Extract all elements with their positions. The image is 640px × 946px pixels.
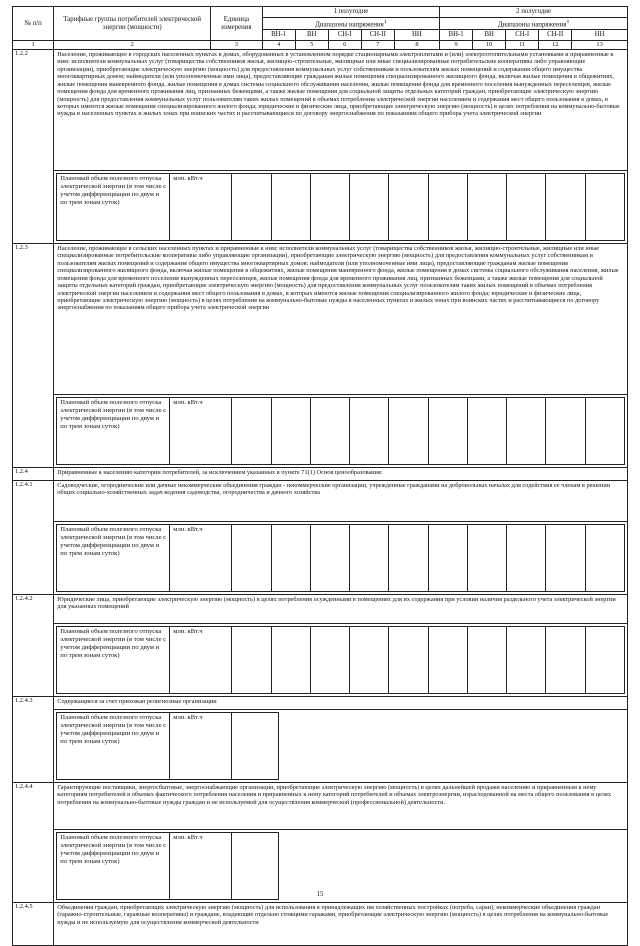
volume-row	[13, 623, 628, 696]
unit-label: млн. кВт.ч	[170, 173, 232, 240]
unit-label: млн. кВт.ч	[170, 397, 232, 464]
table-row	[13, 480, 628, 521]
column-number: 12	[539, 41, 572, 50]
row-number: 1.2.3	[13, 243, 54, 467]
row-description: Садоводческие, огороднические или дачные некоммерческие объединения граждан - некоммерческие организации, учрежденные гражданами на добровольных началах для содействия ее членам в решении общих социально-хозяйственных задач ведения садоводства, огородничества и дачного хозяйства	[54, 480, 628, 521]
unit-label: млн. кВт.ч	[170, 524, 232, 591]
value-cell[interactable]	[428, 626, 467, 693]
voltage-label: ВН	[473, 30, 506, 41]
row-number: 1.2.4.2	[13, 594, 54, 696]
value-cell[interactable]	[428, 524, 467, 591]
header-ranges-2: Диапазоны напряжения$^1$	[440, 18, 628, 30]
unit-label: млн. кВт.ч	[170, 626, 232, 693]
unit-label: млн. кВт.ч	[170, 832, 232, 899]
voltage-label: СН-II	[361, 30, 394, 41]
value-cell[interactable]	[271, 524, 310, 591]
row-description: Содержащиеся за счет прихожан религиозные организации	[54, 696, 628, 709]
volume-label: Плановый объем полезного отпуска электрической энергии (в том числе с учетом дифференциации по двум и по трем зонам суток)	[57, 524, 170, 591]
volume-row	[13, 521, 628, 594]
row-description: Население, проживающее в городских населенных пунктах в домах, оборудованных в установленном порядке стационарными электроплитами и (или) электроотопительными установками и приравненные к ним: исполнители коммунальных услуг (товарищества собственников жилья, жилищно-строительные, жилищные или иные специализированные потребительские кооперативы либо управляющие организации), приобретающие электрическую энергию (мощность) для предоставления коммунальных услуг собственникам и пользователям жилых помещений и содержания общего имущества многоквартирных домов; наймодатели (или уполномоченные ими лица), предоставляющие гражданам жилые помещения специализированного жилищного фонда, включая жилые помещения в общежитиях, жилые помещения маневренного фонда, жилые помещения в домах системы социального обслуживания населения, жилые помещения фонда для временного поселения вынужденных переселенцев, жилые помещения фонда для временного проживания лиц, признанных беженцами, а также жилые помещения для социальной защиты отдельных категорий граждан, приобретающие электрическую энергию (мощность) для предоставления коммунальных услуг пользователям таких жилых помещений в объемах потребления электрической энергии населением и содержания мест общего пользования в домах, в которых имеются жилые помещения специализированного жилого фонда; юридические и физические лица, приобретающие электрическую энергию (мощность) в целях потребления на коммунально-бытовые нужды в населенных пунктах и жилых зонах при воинских частях и рассчитывающиеся по договору энергоснабжения по показаниям общего прибора учета электрической энергии	[54, 49, 628, 170]
value-cell[interactable]	[232, 397, 271, 464]
value-cell[interactable]	[232, 524, 271, 591]
header-unit: Единица измерения	[211, 7, 263, 41]
column-number: 7	[361, 41, 394, 50]
column-number: 4	[262, 41, 295, 50]
table-row	[13, 243, 628, 394]
value-cell[interactable]	[507, 173, 546, 240]
value-cell[interactable]	[389, 524, 428, 591]
volume-subtable	[56, 173, 625, 241]
value-cell[interactable]	[271, 397, 310, 464]
value-cell[interactable]	[467, 173, 506, 240]
row-number: 1.2.4.5	[13, 902, 54, 945]
value-cell[interactable]	[546, 524, 585, 591]
value-cell[interactable]	[546, 626, 585, 693]
column-number: 5	[295, 41, 328, 50]
value-cell[interactable]	[546, 397, 585, 464]
volume-row	[13, 709, 628, 782]
voltage-label: НН	[394, 30, 439, 41]
volume-subtable	[56, 397, 625, 465]
column-number: 2	[54, 41, 211, 50]
value-cell[interactable]	[310, 626, 349, 693]
value-cell[interactable]	[546, 173, 585, 240]
column-number: 11	[506, 41, 539, 50]
row-number: 1.2.4.1	[13, 480, 54, 594]
value-cell[interactable]	[428, 173, 467, 240]
table-row	[13, 467, 628, 480]
value-cell[interactable]	[232, 626, 271, 693]
column-number: 1	[13, 41, 54, 50]
row-description: Население, проживающее в сельских населенных пунктах и приравненные к ним: исполнители коммунальных услуг (товарищества собственников жилья, жилищно-строительные, жилищные или иные специализированные потребительские кооперативы либо управляющие организации), приобретающие электрическую энергию (мощность) для предоставления коммунальных услуг собственникам и пользователям жилых помещений и содержания общего имущества многоквартирных домов; наймодатели (или уполномоченные ими лица), предоставляющие гражданам жилые помещения специализированного жилищного фонда, включая жилые помещения в общежитиях, жилые помещения маневренного фонда, жилые помещения в домах системы социального обслуживания населения, жилые помещения фонда для временного поселения вынужденных переселенцев, жилые помещения фонда для временного проживания лиц, признанных беженцами, а также жилые помещения для социальной защиты отдельных категорий граждан, приобретающие электрическую энергию (мощность) для предоставления коммунальных услуг пользователям таких жилых помещений в объемах потребления электрической энергии населением и содержания мест общего пользования в домах, в которых имеются жилые помещения специализированного жилого фонда; юридические и физические лица, приобретающие электрическую энергию (мощность) в целях потребления на коммунально-бытовые нужды в населенных пунктах и жилых зонах при воинских частях и рассчитывающиеся по договору энергоснабжения по показаниям общего прибора учета электрической энергии	[54, 243, 628, 394]
volume-row	[13, 170, 628, 243]
row-description: Объединения граждан, приобретающих электрическую энергию (мощность) для использования в принадлежащих им хозяйственных постройках (погреба, сараи), некоммерческие объединения граждан (гаражно-строительные, гаражные кооперативы) и граждане, владеющие отдельно стоящими гаражами, приобретающие электрическую энергию (мощность) в целях потребления на коммунально-бытовые нужды и не используемую для осуществления коммерческой деятельности	[54, 902, 628, 945]
header-half1: 1 полугодие	[262, 7, 439, 18]
volume-subtable	[56, 626, 625, 694]
column-number: 13	[572, 41, 628, 50]
voltage-label: ВН-1	[262, 30, 295, 41]
row-description: Юридические лица, приобретающие электрическую энергию (мощность) в целях потребления осужденными в помещениях для их содержания при условии наличия раздельного учета электрической энергии для указанных помещений	[54, 594, 628, 623]
value-cell[interactable]	[350, 524, 389, 591]
value-cell[interactable]	[310, 397, 349, 464]
value-cell[interactable]	[467, 397, 506, 464]
column-number: 8	[394, 41, 439, 50]
table-row	[13, 782, 628, 829]
voltage-label: СН-I	[328, 30, 361, 41]
value-cell[interactable]	[271, 626, 310, 693]
value-cell[interactable]	[389, 626, 428, 693]
value-cell[interactable]	[507, 524, 546, 591]
volume-row	[13, 394, 628, 467]
value-cell[interactable]	[232, 173, 271, 240]
voltage-label: ВН	[295, 30, 328, 41]
table-row	[13, 696, 628, 709]
tariff-table	[12, 6, 628, 946]
column-number: 9	[440, 41, 473, 50]
value-cell[interactable]	[389, 173, 428, 240]
value-cell[interactable]	[585, 397, 624, 464]
table-row	[13, 902, 628, 945]
volume-label: Плановый объем полезного отпуска электрической энергии (в том числе с учетом дифференциации по двум и по трем зонам суток)	[57, 397, 170, 464]
header-ranges-1: Диапазоны напряжения$^1$	[262, 18, 439, 30]
voltage-label: СН-II	[539, 30, 572, 41]
row-description: Гарантирующие поставщики, энергосбытовые, энергоснабжающие организации, приобретающие электрическую энергию (мощность) в целях дальнейшей продажи населению и приравненным к нему категориям потребителей в объемах фактического потребления населения и приравненных к нему категорий потребителей и объемах электроэнергии, израсходованной на места общего пользования в целях потребления на коммунально-бытовые нужды граждан и не используемой для осуществления коммерческой (профессиональной) деятельности.	[54, 782, 628, 829]
volume-label: Плановый объем полезного отпуска электрической энергии (в том числе с учетом дифференциации по двум и по трем зонам суток)	[57, 173, 170, 240]
value-cell[interactable]	[350, 173, 389, 240]
value-cell[interactable]	[585, 173, 624, 240]
voltage-label: НН	[572, 30, 628, 41]
row-number: 1.2.4.3	[13, 696, 54, 782]
volume-label: Плановый объем полезного отпуска электрической энергии (в том числе с учетом дифференциации по двум и по трем зонам суток)	[57, 626, 170, 693]
table-row	[13, 594, 628, 623]
volume-label: Плановый объем полезного отпуска электрической энергии (в том числе с учетом дифференциации по двум и по трем зонам суток)	[57, 712, 170, 779]
column-number: 3	[211, 41, 263, 50]
voltage-label: СН-I	[506, 30, 539, 41]
value-cell[interactable]	[310, 524, 349, 591]
value-cell[interactable]	[350, 626, 389, 693]
unit-label: млн. кВт.ч	[170, 712, 232, 779]
header-group: Тарифные группы потребителей электрической энергии (мощности)	[54, 7, 211, 41]
empty-area	[279, 712, 625, 779]
value-cell[interactable]	[585, 524, 624, 591]
value-cell[interactable]	[232, 712, 279, 779]
volume-subtable	[56, 712, 625, 780]
table-row	[13, 49, 628, 170]
row-number: 1.2.4	[13, 467, 54, 480]
column-number: 6	[328, 41, 361, 50]
header-half2: 2 полугодие	[440, 7, 628, 18]
value-cell[interactable]	[310, 173, 349, 240]
page-number: 15	[316, 890, 324, 898]
voltage-label: ВН-1	[440, 30, 473, 41]
value-cell[interactable]	[507, 626, 546, 693]
row-description: Приравненные к населению категории потребителей, за исключением указанных в пункте 71(1) Основ ценообразования:	[54, 467, 628, 480]
value-cell[interactable]	[350, 397, 389, 464]
value-cell[interactable]	[428, 397, 467, 464]
header-num: № п/п	[13, 7, 54, 41]
value-cell[interactable]	[467, 524, 506, 591]
row-number: 1.2.4.4	[13, 782, 54, 902]
row-number: 1.2.2	[13, 49, 54, 243]
value-cell[interactable]	[271, 173, 310, 240]
volume-label: Плановый объем полезного отпуска электрической энергии (в том числе с учетом дифференциации по двум и по трем зонам суток)	[57, 832, 170, 899]
value-cell[interactable]	[389, 397, 428, 464]
value-cell[interactable]	[585, 626, 624, 693]
value-cell[interactable]	[467, 626, 506, 693]
volume-subtable	[56, 524, 625, 592]
column-number: 10	[473, 41, 506, 50]
value-cell[interactable]	[507, 397, 546, 464]
